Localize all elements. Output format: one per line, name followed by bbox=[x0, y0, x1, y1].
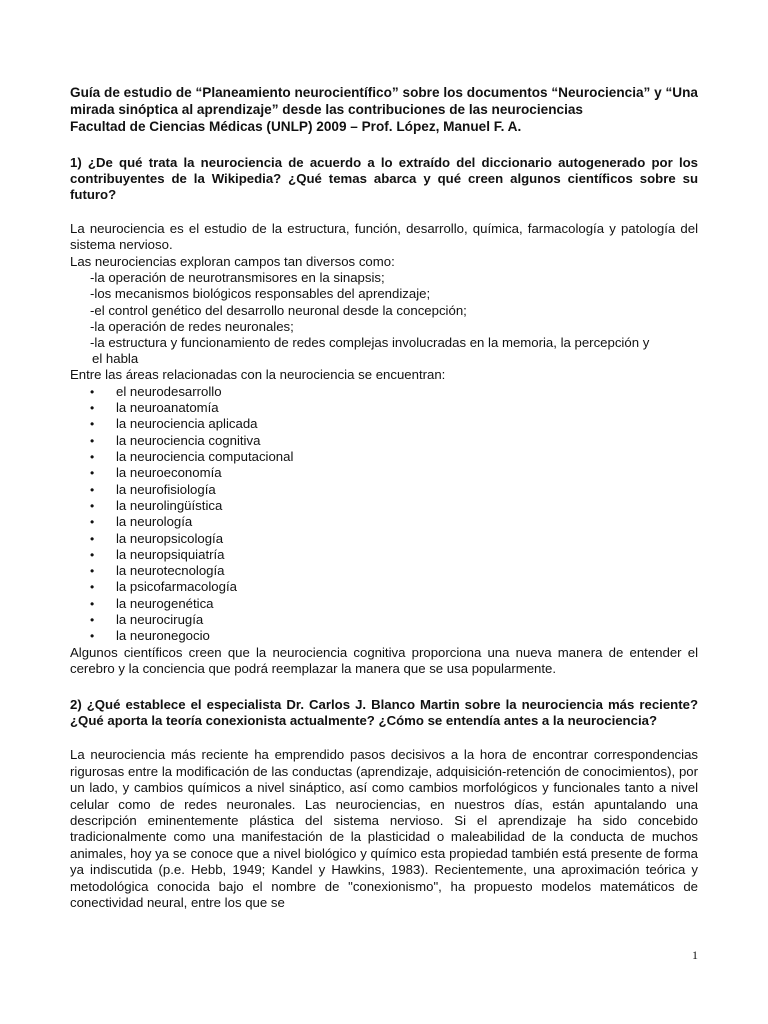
paragraph: Las neurociencias exploran campos tan diversos como: bbox=[70, 253, 395, 269]
bullet-icon: • bbox=[90, 466, 95, 481]
paragraph: La neurociencia es el estudio de la estructura, función, desarrollo, química, farmacología y patología del sistema nervioso. bbox=[70, 221, 698, 253]
topics-list bbox=[70, 270, 698, 367]
list-item-text: la neurotecnología bbox=[116, 563, 225, 579]
bullet-icon: • bbox=[90, 547, 95, 562]
list-item-text: la neurocirugía bbox=[116, 612, 204, 627]
list-item-text: el neurodesarrollo bbox=[116, 383, 222, 399]
areas-list bbox=[70, 384, 698, 645]
list-item-text: la neurociencia cognitiva bbox=[116, 432, 261, 448]
list-item bbox=[90, 612, 698, 628]
bullet-icon: • bbox=[90, 515, 95, 530]
page-number: 1 bbox=[692, 948, 698, 962]
list-item bbox=[90, 579, 698, 595]
list-item-text: la neuropsiquiatría bbox=[116, 546, 225, 562]
bullet-icon: • bbox=[90, 482, 95, 497]
question-1: 1) ¿De qué trata la neurociencia de acuerdo a lo extraído del diccionario autogenerado por los contribuyentes de la Wikipedia? ¿Qué temas abarca y qué creen algunos científicos sobre su futuro? bbox=[70, 155, 698, 202]
bullet-icon: • bbox=[90, 531, 95, 546]
list-item bbox=[90, 449, 698, 465]
list-item bbox=[90, 335, 698, 367]
bullet-icon: • bbox=[90, 384, 95, 399]
bullet-icon: • bbox=[90, 629, 95, 644]
list-item bbox=[90, 563, 698, 579]
list-item bbox=[90, 482, 698, 498]
list-item: -los mecanismos biológicos responsables del aprendizaje; bbox=[90, 286, 431, 302]
list-item: -la operación de neurotransmisores en la sinapsis; bbox=[90, 270, 385, 286]
list-item-text: la neuroanatomía bbox=[116, 400, 219, 416]
list-item-text: la neurogenética bbox=[116, 595, 214, 611]
list-item bbox=[90, 465, 698, 481]
list-item bbox=[90, 384, 698, 400]
bullet-icon: • bbox=[90, 613, 95, 627]
bullet-icon: • bbox=[90, 498, 95, 513]
paragraph: Entre las áreas relacionadas con la neurociencia se encuentran: bbox=[70, 367, 446, 383]
document-title bbox=[70, 84, 698, 135]
list-item: -el control genético del desarrollo neuronal desde la concepción; bbox=[90, 302, 467, 318]
list-item-text: la neuronegocio bbox=[116, 628, 210, 644]
title-line: Guía de estudio de “Planeamiento neurocientífico” sobre los documentos “Neurociencia” y “Una mirada sinóptica al aprendizaje” desde las contribuciones de las neurociencias bbox=[70, 85, 698, 117]
list-item-text: la psicofarmacología bbox=[116, 579, 237, 595]
list-item bbox=[90, 531, 698, 547]
list-item-text: la neurociencia aplicada bbox=[116, 416, 258, 432]
list-item bbox=[90, 400, 698, 416]
paragraph: La neurociencia más reciente ha emprendido pasos decisivos a la hora de encontrar correspondencias rigurosas entre la modificación de las conductas (aprendizaje, adquisición-retención de conocimientos), por un lado, y cambios químicos a nivel sináptico, así como cambios morfológicos y funcionales tanto a nivel celular como de redes neuronales. Las neurociencias, en nuestros días, están apuntalando una descripción eminentemente plástica del sistema nervioso. Si el aprendizaje ha sido concebido tradicionalmente como una manifestación de la plasticidad o maleabilidad de la conducta de muchos animales, hoy ya se conoce que a nivel biológico y químico esta propiedad también está presente de forma ya indiscutida (p.e. Hebb, 1949; Kandel y Hawkins, 1983). Recientemente, una aproximación teórica y metodológica conocida bajo el nombre de "conexionismo", ha propuesto modelos matemáticos de conectividad neural, entre los que se bbox=[70, 747, 698, 911]
list-item-text: la neurología bbox=[116, 514, 193, 530]
bullet-icon: • bbox=[90, 433, 95, 448]
list-item-text: la neurolingüística bbox=[116, 497, 223, 513]
list-item bbox=[90, 628, 698, 644]
list-item-text: la neurofisiología bbox=[116, 481, 216, 497]
list-item bbox=[90, 416, 698, 432]
bullet-icon: • bbox=[90, 450, 95, 465]
list-item-text: la neuropsicología bbox=[116, 530, 224, 546]
list-item-line: -la estructura y funcionamiento de redes complejas involucradas en la memoria, la percepción y bbox=[90, 335, 650, 351]
bullet-icon: • bbox=[90, 564, 95, 579]
bullet-icon: • bbox=[90, 596, 95, 611]
bullet-icon: • bbox=[90, 580, 95, 595]
list-item bbox=[90, 547, 698, 563]
question-2: 2) ¿Qué establece el especialista Dr. Carlos J. Blanco Martin sobre la neurociencia más reciente? ¿Qué aporta la teoría conexionista actualmente? ¿Cómo se entendía antes a la neurociencia? bbox=[70, 697, 698, 729]
list-item bbox=[90, 498, 698, 514]
title-line: Facultad de Ciencias Médicas (UNLP) 2009 – Prof. López, Manuel F. A. bbox=[70, 119, 522, 134]
list-item bbox=[90, 433, 698, 449]
list-item bbox=[90, 596, 698, 612]
list-item bbox=[90, 514, 698, 530]
paragraph: Algunos científicos creen que la neurociencia cognitiva proporciona una nueva manera de entender el cerebro y la conciencia que podrá reemplazar la manera que se usa popularmente. bbox=[70, 644, 698, 676]
bullet-icon: • bbox=[90, 401, 95, 416]
list-item: -la operación de redes neuronales; bbox=[90, 318, 294, 334]
list-item-line: el habla bbox=[92, 351, 139, 367]
list-item-text: la neurociencia computacional bbox=[116, 449, 294, 465]
list-item-text: la neuroeconomía bbox=[116, 465, 222, 481]
bullet-icon: • bbox=[90, 417, 95, 432]
